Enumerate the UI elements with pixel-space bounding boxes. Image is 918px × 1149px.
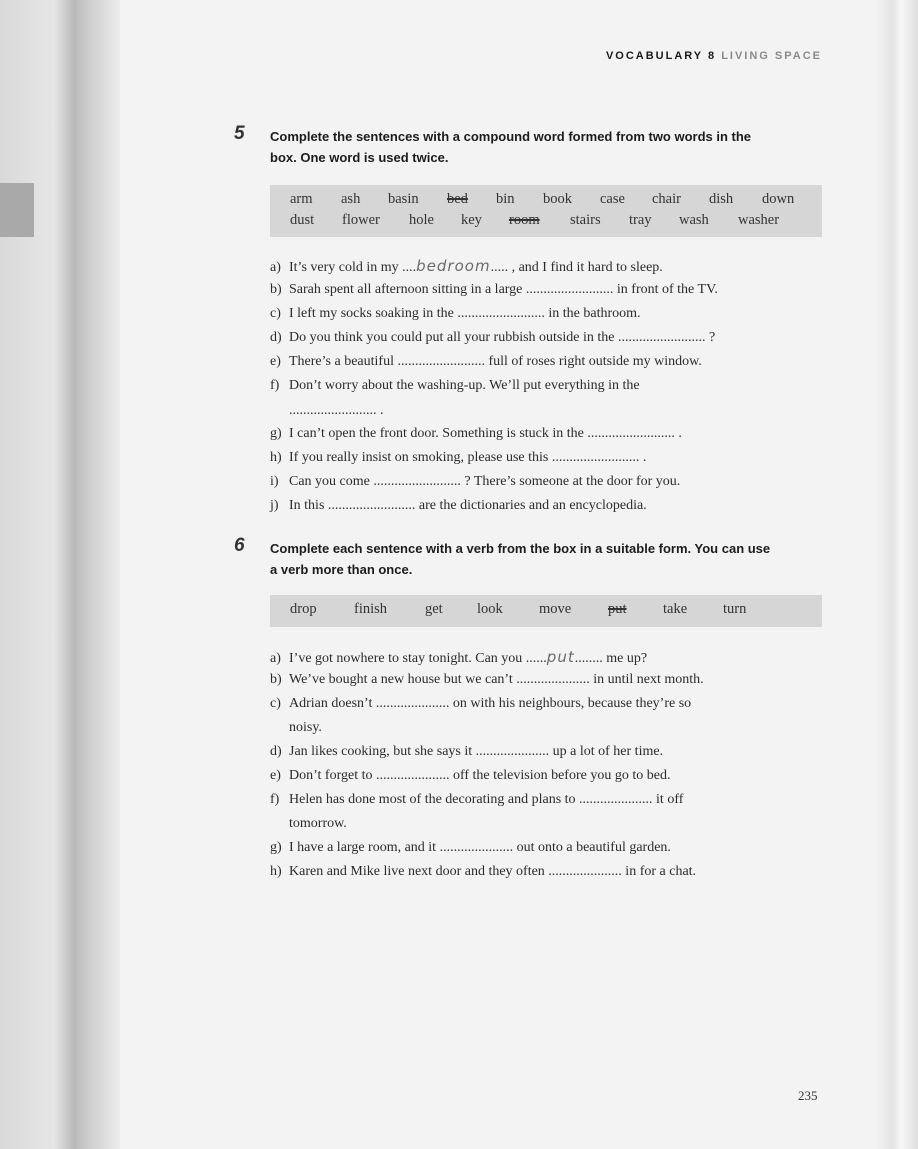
box-word: hole [409,212,434,228]
spine-tab [0,183,34,237]
exercise-item [270,696,691,712]
exercise-item-continuation [270,403,384,419]
exercise-item [270,354,702,370]
box-word: washer [738,212,780,228]
box-word-crossed: bed [447,191,468,207]
exercise-6-instruction [270,538,815,580]
box-word: down [762,191,795,207]
box-word: book [543,191,572,207]
item-text: Sarah spent all afternoon sitting in a large ......................... in front of the TV. [289,282,718,297]
box-word: move [539,601,572,617]
exercise-item-continuation [270,720,322,736]
box-word: flower [342,212,380,228]
item-text: ......................... . [289,403,384,418]
item-text: It’s very cold in my .... [289,260,417,275]
item-letter: j) [270,498,279,513]
box-word: ash [341,191,361,207]
item-text: Don’t worry about the washing-up. We’ll put everything in the [289,378,640,393]
item-text: ........ me up? [574,651,648,666]
box-word: wash [679,212,709,228]
item-text: Don’t forget to ..................... off the television before you go to bed. [289,768,671,783]
item-text: noisy. [289,720,322,735]
item-text: Karen and Mike live next door and they often ..................... in for a chat. [289,864,697,879]
box-word: get [425,601,443,617]
instruction-line: box. One word is used twice. [270,150,449,165]
box-word: tray [629,212,652,228]
item-text: We’ve bought a new house but we can’t ..................... in until next month. [289,672,704,687]
item-text: I can’t open the front door. Something is stuck in the ......................... . [289,426,682,441]
exercise-5-number: 5 [234,123,245,144]
item-letter: e) [270,768,281,783]
header-title: VOCABULARY 8 [605,50,717,62]
box-word: drop [290,601,317,617]
box-word-crossed: room [509,212,540,228]
item-text: If you really insist on smoking, please use this ......................... . [289,450,647,465]
item-letter: h) [270,450,282,465]
item-text: Helen has done most of the decorating and plans to ..................... it off [289,792,684,807]
exercise-item [270,648,647,667]
instruction-line: a verb more than once. [270,562,413,577]
item-text: In this ......................... are the dictionaries and an encyclopedia. [289,498,647,513]
item-text: ..... , and I find it hard to sleep. [490,260,663,275]
item-letter: d) [270,744,282,759]
exercise-item [270,672,704,688]
exercise-item [270,768,670,784]
box-word: look [477,601,503,617]
box-word: basin [388,191,419,207]
item-letter: i) [270,474,279,489]
handwritten-answer: bedroom [416,257,491,275]
box-word: key [461,212,482,228]
exercise-item [270,792,683,808]
item-text: I’ve got nowhere to stay tonight. Can you ...... [289,651,547,666]
exercise-item-continuation [270,816,347,832]
box-word: bin [496,191,515,207]
item-letter: a) [270,260,281,275]
item-letter: a) [270,651,281,666]
running-header [606,50,822,62]
page-number: 235 [798,1088,818,1103]
book-spine-shadow [0,0,120,1149]
exercise-item [270,840,671,856]
box-word: arm [290,191,313,207]
box-word: dust [290,212,315,228]
item-text: Can you come ......................... ? There’s someone at the door for you. [289,474,681,489]
exercise-5-instruction [270,126,815,168]
handwritten-answer: put [546,648,575,666]
item-text: Do you think you could put all your rubbish outside in the ......................... ? [289,330,716,345]
exercise-item [270,864,696,880]
item-text: tomorrow. [289,816,347,831]
item-letter: g) [270,840,282,855]
exercise-item [270,378,640,394]
header-section: LIVING SPACE [721,50,822,62]
box-word: finish [354,601,388,617]
instruction-line: Complete the sentences with a compound word formed from two words in the [270,129,752,144]
box-word: dish [709,191,734,207]
item-letter: b) [270,672,282,687]
exercise-item [270,257,663,276]
item-letter: c) [270,306,281,321]
exercise-item [270,306,641,322]
instruction-line: Complete each sentence with a verb from the box in a suitable form. You can use [270,541,771,556]
item-text: I have a large room, and it ..................... out onto a beautiful garden. [289,840,671,855]
item-letter: f) [270,378,280,393]
item-text: Adrian doesn’t ..................... on with his neighbours, because they’re so [289,696,692,711]
item-letter: f) [270,792,280,807]
item-letter: e) [270,354,281,369]
item-text: There’s a beautiful ......................... full of roses right outside my window. [289,354,702,369]
box-word: stairs [570,212,601,228]
word-box-6 [270,595,822,627]
exercise-item [270,474,680,490]
exercise-item [270,744,663,760]
box-word: turn [723,601,747,617]
exercise-item [270,498,647,514]
item-letter: g) [270,426,282,441]
box-word: chair [652,191,681,207]
item-letter: c) [270,696,281,711]
exercise-item [270,282,718,298]
word-box-5 [270,185,822,237]
box-word: take [663,601,688,617]
exercise-item [270,426,682,442]
exercise-item [270,450,646,466]
page-edge [876,0,918,1149]
exercise-item [270,330,715,346]
item-letter: d) [270,330,282,345]
item-text: I left my socks soaking in the ......................... in the bathroom. [289,306,641,321]
item-text: Jan likes cooking, but she says it ..................... up a lot of her time. [289,744,664,759]
box-word-crossed: put [608,601,627,617]
exercise-6-number: 6 [234,535,245,556]
item-letter: b) [270,282,282,297]
item-letter: h) [270,864,282,879]
box-word: case [600,191,625,207]
